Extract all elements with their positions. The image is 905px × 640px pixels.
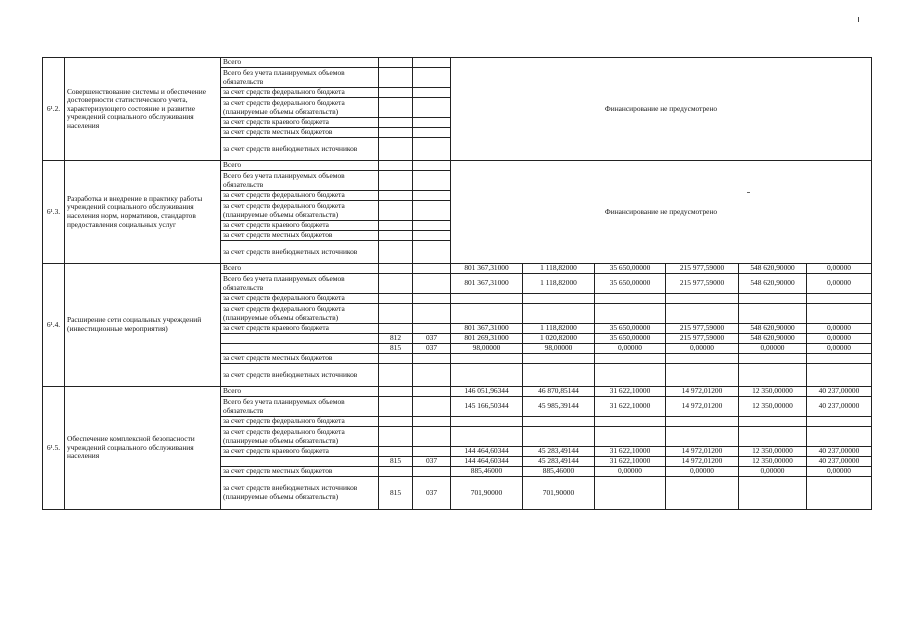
funding-source-label: за счет средств краевого бюджета (221, 221, 379, 231)
amount-cell: 0,00000 (739, 344, 807, 354)
amount-cell: 98,00000 (523, 344, 595, 354)
amount-cell (666, 364, 739, 387)
amount-cell: 215 977,59000 (666, 324, 739, 334)
funding-source-label: за счет средств местных бюджетов (221, 354, 379, 364)
amount-cell: 801 367,31000 (451, 324, 523, 334)
amount-cell: 35 650,00000 (595, 334, 666, 344)
amount-cell: 35 650,00000 (595, 264, 666, 274)
section-code: 037 (413, 477, 451, 510)
amount-cell: 0,00000 (595, 467, 666, 477)
amount-cell: 40 237,00000 (807, 397, 872, 417)
amount-cell: 35 650,00000 (595, 324, 666, 334)
amount-cell: 215 977,59000 (666, 334, 739, 344)
amount-cell (807, 364, 872, 387)
amount-cell (451, 294, 523, 304)
amount-cell: 0,00000 (739, 467, 807, 477)
code-cell (413, 171, 451, 191)
amount-cell (807, 294, 872, 304)
section-code (413, 417, 451, 427)
amount-cell (451, 417, 523, 427)
amount-cell: 40 237,00000 (807, 457, 872, 467)
amount-cell (739, 417, 807, 427)
funding-source-label: за счет средств внебюджетных источников (221, 241, 379, 264)
section-code: 037 (413, 334, 451, 344)
amount-cell: 146 051,96344 (451, 387, 523, 397)
amount-cell: 46 870,85144 (523, 387, 595, 397)
amount-cell: 548 620,90000 (739, 334, 807, 344)
section-code (413, 427, 451, 447)
amount-cell (595, 417, 666, 427)
code-cell (379, 161, 413, 171)
measure-name: Совершенствование системы и обеспечение достоверности статистического учета, характеризующего состояние и развитие учреждений социального обслуживания населения (65, 58, 221, 161)
amount-cell (595, 477, 666, 510)
amount-cell (523, 354, 595, 364)
amount-cell: 0,00000 (666, 467, 739, 477)
amount-cell: 0,00000 (807, 264, 872, 274)
amount-cell (451, 354, 523, 364)
amount-cell: 885,46000 (451, 467, 523, 477)
table-row (43, 58, 872, 68)
code-cell (413, 58, 451, 68)
amount-cell (666, 417, 739, 427)
section-code (413, 294, 451, 304)
amount-cell: 0,00000 (807, 274, 872, 294)
admin-code (379, 274, 413, 294)
amount-cell: 45 283,49144 (523, 447, 595, 457)
section-code (413, 264, 451, 274)
funding-source-label: за счет средств краевого бюджета (221, 447, 379, 457)
code-cell (413, 138, 451, 161)
admin-code (379, 304, 413, 324)
amount-cell: 40 237,00000 (807, 447, 872, 457)
amount-cell (523, 364, 595, 387)
funding-source-label: за счет средств федерального бюджета (планируемые объемы обязательств) (221, 201, 379, 221)
amount-cell: 701,90000 (523, 477, 595, 510)
amount-cell: 1 118,82000 (523, 274, 595, 294)
amount-cell (807, 417, 872, 427)
table-row (43, 264, 872, 274)
code-cell (379, 171, 413, 191)
amount-cell: 548 620,90000 (739, 274, 807, 294)
funding-source-label: за счет средств местных бюджетов (221, 467, 379, 477)
funding-source-label: за счет средств местных бюджетов (221, 128, 379, 138)
amount-cell: 40 237,00000 (807, 387, 872, 397)
measure-name: Расширение сети социальных учреждений (инвестиционные мероприятия) (65, 264, 221, 387)
amount-cell: 35 650,00000 (595, 274, 666, 294)
section-code (413, 324, 451, 334)
amount-cell (666, 304, 739, 324)
amount-cell: 144 464,60344 (451, 447, 523, 457)
budget-table (42, 57, 872, 510)
code-cell (413, 231, 451, 241)
amount-cell (451, 304, 523, 324)
section-code: 037 (413, 344, 451, 354)
code-cell (413, 191, 451, 201)
funding-source-label: Всего без учета планируемых объемов обязательств (221, 397, 379, 417)
funding-source-label: Всего (221, 58, 379, 68)
amount-cell (807, 304, 872, 324)
amount-cell: 98,00000 (451, 344, 523, 354)
code-cell (413, 68, 451, 88)
amount-cell (523, 294, 595, 304)
amount-cell: 801 269,31000 (451, 334, 523, 344)
admin-code: 815 (379, 457, 413, 467)
amount-cell (739, 364, 807, 387)
amount-cell (595, 304, 666, 324)
code-cell (413, 161, 451, 171)
amount-cell: 12 350,00000 (739, 387, 807, 397)
code-cell (379, 221, 413, 231)
amount-cell: 31 622,10000 (595, 447, 666, 457)
amount-cell (807, 477, 872, 510)
admin-code (379, 354, 413, 364)
funding-source-label: за счет средств федерального бюджета (221, 294, 379, 304)
funding-source-label: за счет средств внебюджетных источников (221, 138, 379, 161)
funding-source-label: за счет средств федерального бюджета (221, 88, 379, 98)
code-cell (413, 98, 451, 118)
funding-source-label: за счет средств федерального бюджета (планируемые объемы обязательств) (221, 427, 379, 447)
admin-code: 812 (379, 334, 413, 344)
code-cell (379, 138, 413, 161)
financing-note: Финансирование не предусмотрено (451, 161, 872, 264)
amount-cell (666, 354, 739, 364)
amount-cell: 548 620,90000 (739, 324, 807, 334)
amount-cell: 12 350,00000 (739, 457, 807, 467)
funding-source-label: за счет средств местных бюджетов (221, 231, 379, 241)
amount-cell: 12 350,00000 (739, 447, 807, 457)
code-cell (379, 68, 413, 88)
amount-cell (451, 427, 523, 447)
amount-cell (666, 427, 739, 447)
code-cell (379, 58, 413, 68)
measure-name: Обеспечение комплексной безопасности учреждений социального обслуживания населения (65, 387, 221, 510)
measure-code: 6¹.5. (43, 387, 65, 510)
amount-cell (807, 354, 872, 364)
code-cell (413, 118, 451, 128)
funding-source-label: Всего без учета планируемых объемов обязательств (221, 171, 379, 191)
admin-code (379, 364, 413, 387)
amount-cell (523, 304, 595, 324)
funding-source-label: Всего (221, 161, 379, 171)
funding-source-label: за счет средств внебюджетных источников (планируемые объемы обязательств) (221, 477, 379, 510)
funding-source-label: за счет средств краевого бюджета (221, 324, 379, 334)
amount-cell (523, 417, 595, 427)
amount-cell: 1 118,82000 (523, 324, 595, 334)
amount-cell: 14 972,01200 (666, 447, 739, 457)
admin-code (379, 397, 413, 417)
amount-cell (595, 427, 666, 447)
code-cell (413, 221, 451, 231)
amount-cell: 31 622,10000 (595, 387, 666, 397)
funding-source-label: за счет средств федерального бюджета (221, 191, 379, 201)
section-code (413, 354, 451, 364)
section-code (413, 304, 451, 324)
code-cell (379, 231, 413, 241)
amount-cell: 215 977,59000 (666, 264, 739, 274)
amount-cell: 1 020,82000 (523, 334, 595, 344)
amount-cell: 31 622,10000 (595, 457, 666, 467)
funding-source-label: за счет средств краевого бюджета (221, 118, 379, 128)
amount-cell: 801 367,31000 (451, 264, 523, 274)
code-cell (413, 88, 451, 98)
financing-note: Финансирование не предусмотрено (451, 58, 872, 161)
admin-code: 815 (379, 344, 413, 354)
amount-cell: 1 118,82000 (523, 264, 595, 274)
section-code: 037 (413, 457, 451, 467)
admin-code (379, 467, 413, 477)
amount-cell: 31 622,10000 (595, 397, 666, 417)
amount-cell (739, 304, 807, 324)
funding-source-label: Всего без учета планируемых объемов обязательств (221, 274, 379, 294)
funding-source-label: Всего (221, 264, 379, 274)
funding-source-label (221, 334, 379, 344)
admin-code (379, 264, 413, 274)
amount-cell: 14 972,01200 (666, 387, 739, 397)
funding-source-label: за счет средств федерального бюджета (планируемые объемы обязательств) (221, 98, 379, 118)
admin-code: 815 (379, 477, 413, 510)
amount-cell (523, 427, 595, 447)
funding-source-label: за счет средств внебюджетных источников (221, 364, 379, 387)
admin-code (379, 324, 413, 334)
admin-code (379, 417, 413, 427)
code-cell (379, 128, 413, 138)
code-cell (379, 241, 413, 264)
amount-cell (595, 354, 666, 364)
scan-mark (858, 17, 859, 22)
amount-cell: 215 977,59000 (666, 274, 739, 294)
amount-cell: 14 972,01200 (666, 397, 739, 417)
admin-code (379, 294, 413, 304)
amount-cell (739, 477, 807, 510)
admin-code (379, 427, 413, 447)
admin-code (379, 447, 413, 457)
amount-cell: 0,00000 (595, 344, 666, 354)
amount-cell: 0,00000 (807, 467, 872, 477)
funding-source-label: Всего (221, 387, 379, 397)
code-cell (379, 201, 413, 221)
amount-cell (807, 427, 872, 447)
amount-cell: 548 620,90000 (739, 264, 807, 274)
amount-cell: 45 283,49144 (523, 457, 595, 467)
section-code (413, 387, 451, 397)
section-code (413, 364, 451, 387)
measure-code: 6¹.3. (43, 161, 65, 264)
amount-cell (595, 294, 666, 304)
amount-cell: 45 985,39144 (523, 397, 595, 417)
amount-cell: 14 972,01200 (666, 457, 739, 467)
amount-cell (739, 294, 807, 304)
funding-source-label: за счет средств федерального бюджета (221, 417, 379, 427)
code-cell (413, 128, 451, 138)
measure-code: 6¹.2. (43, 58, 65, 161)
table-row (43, 161, 872, 171)
amount-cell: 144 464,60344 (451, 457, 523, 467)
amount-cell: 0,00000 (807, 344, 872, 354)
amount-cell: 12 350,00000 (739, 397, 807, 417)
amount-cell (666, 294, 739, 304)
funding-source-label (221, 344, 379, 354)
amount-cell: 0,00000 (666, 344, 739, 354)
code-cell (379, 118, 413, 128)
amount-cell (739, 427, 807, 447)
section-code (413, 274, 451, 294)
section-code (413, 467, 451, 477)
code-cell (379, 98, 413, 118)
amount-cell (739, 354, 807, 364)
funding-source-label: за счет средств федерального бюджета (планируемые объемы обязательств) (221, 304, 379, 324)
amount-cell (666, 477, 739, 510)
code-cell (413, 201, 451, 221)
amount-cell: 0,00000 (807, 324, 872, 334)
admin-code (379, 387, 413, 397)
amount-cell (595, 364, 666, 387)
table-row (43, 387, 872, 397)
code-cell (413, 241, 451, 264)
code-cell (379, 88, 413, 98)
code-cell (379, 191, 413, 201)
funding-source-label (221, 457, 379, 467)
amount-cell (451, 364, 523, 387)
section-code (413, 397, 451, 417)
measure-name: Разработка и внедрение в практику работы учреждений социального обслуживания населения норм, нормативов, стандартов предоставления социальных услуг (65, 161, 221, 264)
amount-cell: 145 166,50344 (451, 397, 523, 417)
amount-cell: 885,46000 (523, 467, 595, 477)
amount-cell: 701,90000 (451, 477, 523, 510)
section-code (413, 447, 451, 457)
measure-code: 6¹.4. (43, 264, 65, 387)
amount-cell: 801 367,31000 (451, 274, 523, 294)
funding-source-label: Всего без учета планируемых объемов обязательств (221, 68, 379, 88)
amount-cell: 0,00000 (807, 334, 872, 344)
